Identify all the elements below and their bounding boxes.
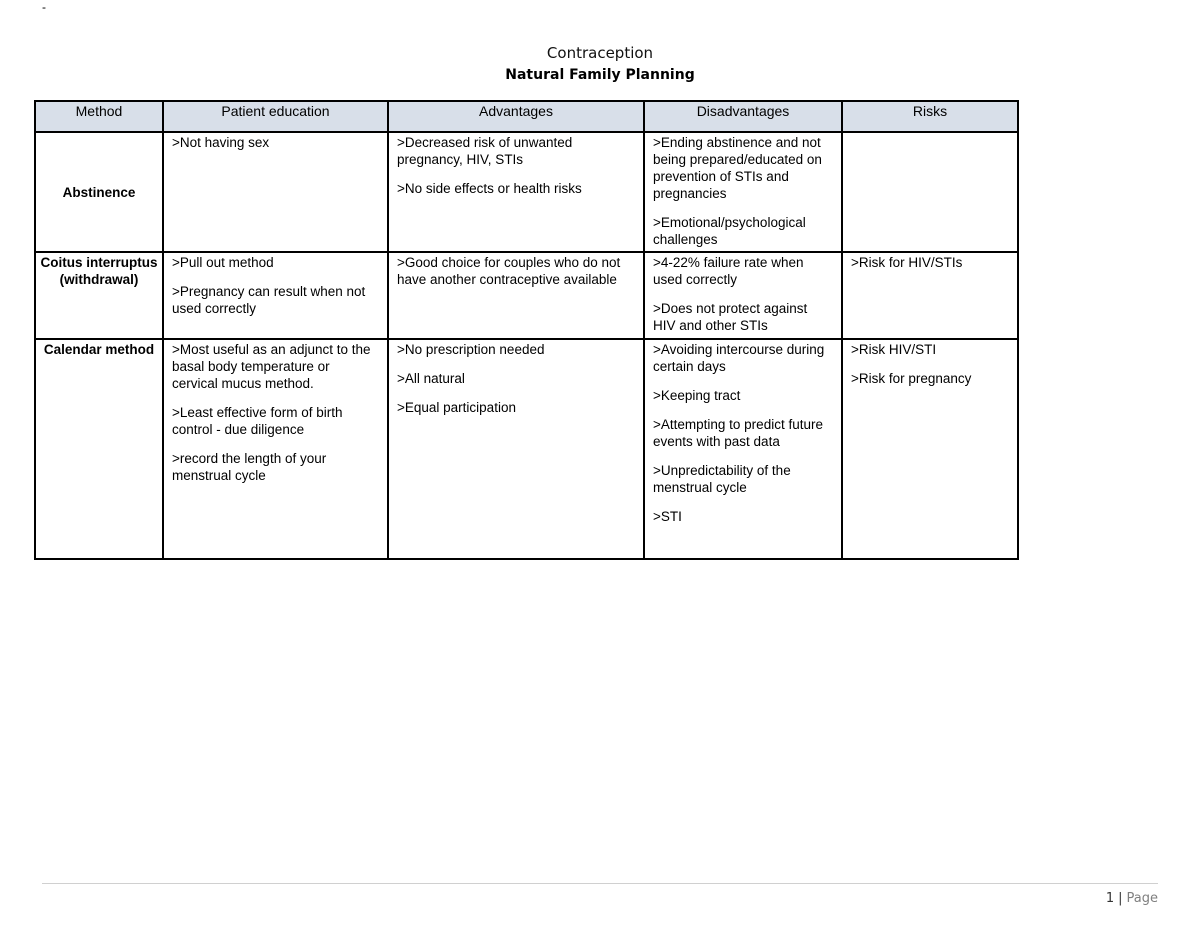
list-item: >No prescription needed: [397, 342, 545, 357]
header-mark: -: [42, 0, 46, 14]
advantages-cell: [388, 339, 644, 559]
document-subtitle: Natural Family Planning: [505, 67, 695, 83]
table-header-row: [35, 101, 1018, 132]
patient-education-cell: [163, 252, 388, 339]
list-item: >Not having sex: [172, 135, 270, 150]
list-item: >Risk for HIV/STIs: [851, 255, 963, 270]
list-item: >Decreased risk of unwanted pregnancy, HIV, STIs: [397, 135, 573, 167]
disadvantages-cell: [644, 339, 842, 559]
list-item: >Risk HIV/STI: [851, 342, 937, 357]
list-item: >Pregnancy can result when not used correctly: [172, 284, 366, 316]
list-item: >4-22% failure rate when used correctly: [653, 255, 804, 287]
list-item: >Pull out method: [172, 255, 274, 270]
list-item: >Ending abstinence and not being prepared/educated on prevention of STIs and pregnancies: [653, 135, 822, 201]
table-row: [35, 339, 1018, 559]
column-header-risks: Risks: [842, 101, 1018, 132]
list-item: >record the length of your menstrual cycle: [172, 451, 327, 483]
list-item: >Equal participation: [397, 400, 516, 415]
list-item: >Does not protect against HIV and other STIs: [653, 301, 808, 333]
risks-cell: [842, 339, 1018, 559]
advantages-cell: [388, 252, 644, 339]
list-item: >No side effects or health risks: [397, 181, 582, 196]
list-item: >Emotional/psychological challenges: [653, 215, 806, 247]
list-item: >Risk for pregnancy: [851, 371, 972, 386]
list-item: >Good choice for couples who do not have another contraceptive available: [397, 255, 621, 287]
patient-education-cell: [163, 132, 388, 252]
list-item: >STI: [653, 509, 682, 524]
method-cell: Coitus interruptus (withdrawal): [35, 252, 163, 339]
column-header-method: Method: [35, 101, 163, 132]
disadvantages-cell: [644, 132, 842, 252]
title-block: [0, 42, 1200, 86]
list-item: >Keeping tract: [653, 388, 741, 403]
natural-family-planning-table: [34, 100, 1019, 560]
footer-separator: |: [1118, 891, 1123, 906]
disadvantages-cell: [644, 252, 842, 339]
column-header-patient-education: Patient education: [163, 101, 388, 132]
risks-cell: [842, 132, 1018, 252]
footer-divider: [42, 883, 1158, 884]
advantages-cell: [388, 132, 644, 252]
method-cell: Calendar method: [35, 339, 163, 559]
page-number: 1: [1105, 891, 1115, 906]
document-title: Contraception: [546, 44, 654, 62]
list-item: >Attempting to predict future events with past data: [653, 417, 823, 449]
list-item: >All natural: [397, 371, 465, 386]
patient-education-cell: [163, 339, 388, 559]
column-header-advantages: Advantages: [388, 101, 644, 132]
list-item: >Avoiding intercourse during certain days: [653, 342, 825, 374]
list-item: >Least effective form of birth control - due diligence: [172, 405, 343, 437]
method-cell: Abstinence: [35, 132, 163, 252]
table-row: [35, 252, 1018, 339]
risks-cell: [842, 252, 1018, 339]
page-footer: [1106, 890, 1158, 908]
column-header-disadvantages: Disadvantages: [644, 101, 842, 132]
page-label: Page: [1126, 891, 1158, 906]
list-item: >Most useful as an adjunct to the basal body temperature or cervical mucus method.: [172, 342, 371, 391]
list-item: >Unpredictability of the menstrual cycle: [653, 463, 791, 495]
table-row: [35, 132, 1018, 252]
